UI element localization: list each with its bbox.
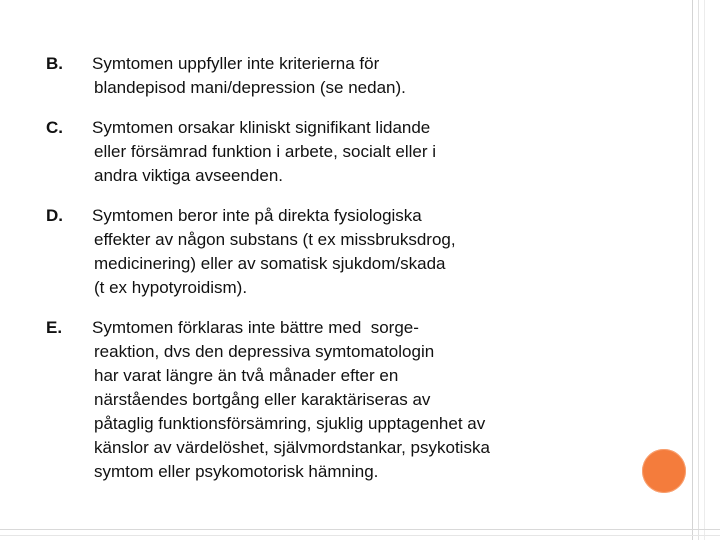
criterion-e <box>46 316 666 484</box>
criterion-line: blandepisod mani/depression (se nedan). <box>94 78 406 97</box>
criterion-line: symtom eller psykomotorisk hämning. <box>94 462 379 481</box>
criterion-line: Symtomen beror inte på direkta fysiologiska <box>92 206 422 225</box>
criterion-line: eller försämrad funktion i arbete, socialt eller i <box>94 142 437 161</box>
slide-border-line <box>698 0 699 540</box>
criterion-line: har varat längre än två månader efter en <box>94 366 399 385</box>
criterion-letter: D. <box>46 206 63 225</box>
criterion-line: reaktion, dvs den depressiva symtomatologin <box>94 342 435 361</box>
criterion-text <box>92 204 592 300</box>
criterion-line: medicinering) eller av somatisk sjukdom/skada <box>94 254 446 273</box>
slide-border-line <box>692 0 693 540</box>
criterion-letter: B. <box>46 54 63 73</box>
criterion-letter: C. <box>46 118 63 137</box>
criterion-line: Symtomen orsakar kliniskt signifikant lidande <box>92 118 431 137</box>
slide-border-line <box>704 0 705 540</box>
criterion-line: Symtomen uppfyller inte kriterierna för <box>92 54 380 73</box>
criterion-line: (t ex hypotyroidism). <box>94 278 248 297</box>
criterion-text <box>92 316 592 484</box>
criterion-line: andra viktiga avseenden. <box>94 166 284 185</box>
criterion-d <box>46 204 666 300</box>
criterion-line: känslor av värdelöshet, självmordstankar, psykotiska <box>94 438 490 457</box>
criterion-line: effekter av någon substans (t ex missbruksdrog, <box>94 230 456 249</box>
criterion-b <box>46 52 666 100</box>
slide-border-line <box>0 535 720 536</box>
criterion-line: Symtomen förklaras inte bättre med sorge- <box>92 318 419 337</box>
slide-border-line <box>0 529 720 530</box>
criterion-line: påtaglig funktionsförsämring, sjuklig upptagenhet av <box>94 414 486 433</box>
criterion-text <box>92 52 592 100</box>
criterion-letter: E. <box>46 318 63 337</box>
criterion-c <box>46 116 666 188</box>
orange-circle-decoration <box>642 449 686 493</box>
criterion-line: närståendes bortgång eller karaktäriseras av <box>94 390 431 409</box>
criteria-list <box>46 52 666 484</box>
criterion-text <box>92 116 592 188</box>
